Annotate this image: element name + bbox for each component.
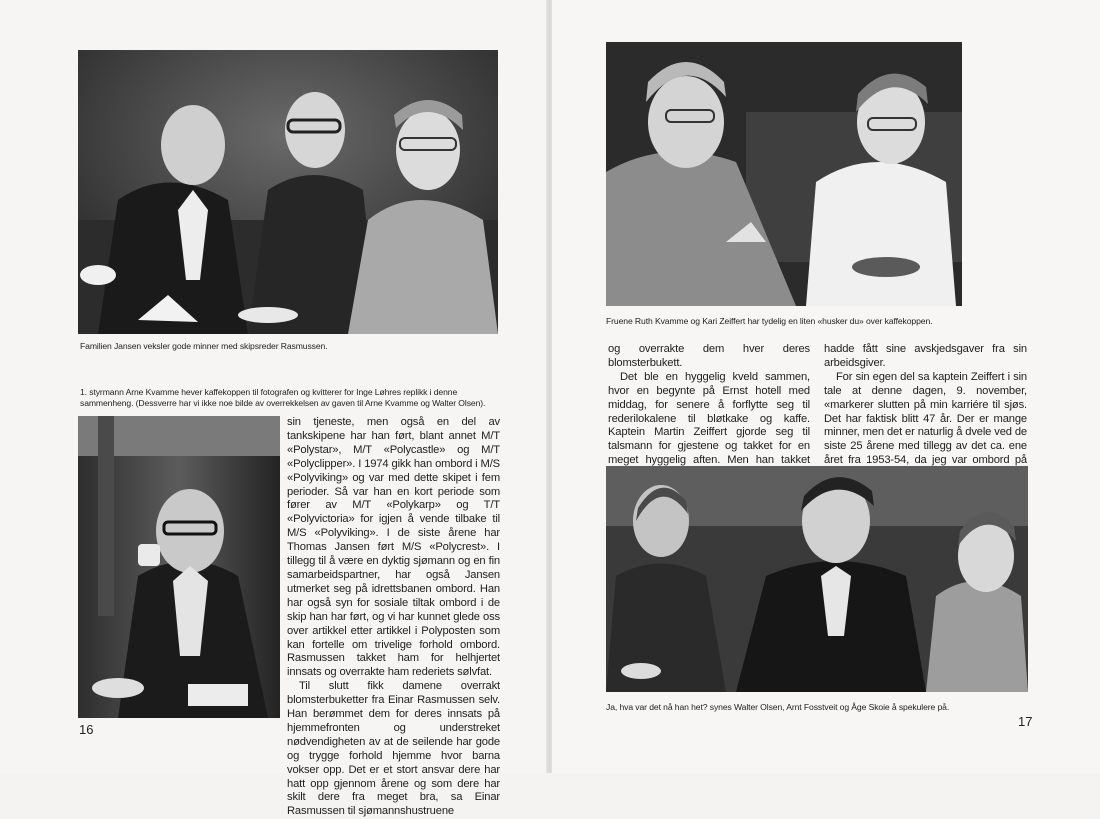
caption-kvamme: 1. styrmann Arne Kvamme hever kaffekoppen til fotografen og kvitterer for Inge Løhres replikk i denne sammenheng. (Dessverre har vi ikke noe bilde av overrekkelsen av gaven til Arne Kvamme og Walter Olsen). — [80, 387, 486, 408]
right-column-a-paragraph: og overrakte dem hver deres blomsterbukett. — [608, 343, 810, 369]
photo-fruene — [606, 42, 962, 306]
article-column-left — [287, 416, 500, 819]
left-page — [0, 0, 548, 818]
right-column-a-paragraph: Det ble en hyggelig kveld sammen, hvor en begynte på Ernst hotell med middag, for senere å forflytte seg til rederilokalene til bløtkake og kaffe. Kaptein Martin Zeiffert gjorde seg til talsmann for gjestene og takket for en meget hyggelig aften. Men han takket — [608, 370, 810, 467]
photo-walter-olsen — [606, 466, 1028, 692]
right-column-b-paragraph: For sin egen del sa kaptein Zeiffert i sin tale at denne dagen, 9. november, «markerer slutten på min karriére til sjøs. Det har faktisk blitt 47 år. Der er mange minner, men det er naturlig å dvele ved de siste 25 årene med tillegg av det ca. ene året fra 1953-54, da jeg var ombord på — [824, 370, 1027, 467]
caption-walter-olsen: Ja, hva var det nå han het? synes Walter Olsen, Arnt Fosstveit og Åge Skoie å spekulere på. — [606, 702, 950, 712]
caption-fruene: Fruene Ruth Kvamme og Kari Zeiffert har tydelig en liten «husker du» over kaffekoppen. — [606, 316, 933, 326]
page-number-right: 17 — [1018, 714, 1033, 729]
page-number-left: 16 — [79, 722, 94, 737]
right-column-b-paragraph: hadde fått sine avskjedsgaver fra sin arbeidsgiver. — [824, 343, 1027, 369]
caption-family-jansen: Familien Jansen veksler gode minner med skipsreder Rasmussen. — [80, 341, 328, 351]
left-column-paragraph: sin tjeneste, men også en del av tankskipene har han ført, blant annet M/T «Polystar», M/T «Polycastle» og M/T «Polyclipper». I 1974 gikk han ombord i M/S «Polyviking» og var med dette skipet i fem perioder. Så var han en kort periode som fører av M/T «Polykarp» og T/T «Polyvictoria» for igjen å vende tilbake til M/S «Polyviking». I de siste årene har Thomas Jansen ført M/S «Polycrest». I tillegg til å være en dyktig sjømann og en fin samarbeidspartner, har også Jansen utmerket seg på idrettsbanen ombord. Han har også syn for sosiale tiltak ombord i de skip han har ført, og vi har kunnet glede oss over artikkel etter artikkel i Polyposten som kan fortelle om trivelige forhold ombord. Rasmussen takket ham for helhjertet innsats og overrakte ham rederiets sølvfat. — [287, 416, 500, 679]
right-page — [552, 0, 1100, 773]
photo-arne-kvamme — [78, 416, 280, 718]
left-column-paragraph: Til slutt fikk damene overrakt blomsterbuketter fra Einar Rasmussen selv. Han berømmet dem for deres innsats på hjemmefronten og understreket nødvendigheten av at de seilende har gode og trygge forhold hjemme hvor barna vokser opp. Det er et stort ansvar dere har hatt opp gjennom årene og som dere har skilt dere fra meget bra, sa Einar Rasmussen til sjømannshustruene — [287, 680, 500, 818]
photo-family-jansen — [78, 50, 498, 334]
